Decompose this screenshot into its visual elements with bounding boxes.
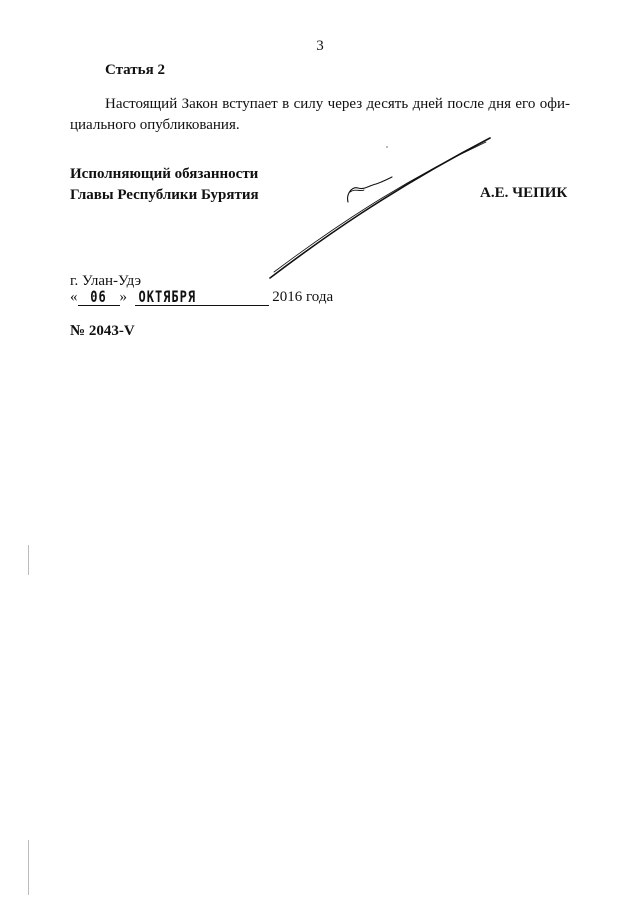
scan-speck	[28, 840, 29, 895]
document-number: № 2043-V	[70, 323, 135, 339]
signatory-title-line-1: Исполняющий обязанности	[70, 166, 259, 182]
signatory-name: А.Е. ЧЕПИК	[480, 185, 568, 201]
paragraph-line-1: Настоящий Закон вступает в силу через десять дней после дня его офи-	[105, 96, 570, 112]
handwritten-signature	[260, 130, 500, 285]
signature-stroke-hook	[350, 190, 364, 192]
date-month: ОКТЯБРЯ	[138, 287, 197, 306]
place: г. Улан-Удэ	[70, 273, 142, 289]
scan-speck	[28, 545, 29, 575]
date-day: 06	[90, 287, 107, 306]
paragraph-line-2: циального опубликования.	[70, 117, 240, 133]
date-close-quote: »	[119, 289, 127, 305]
date-day-field	[78, 287, 120, 306]
date-year: 2016 года	[272, 289, 334, 305]
article-title: Статья 2	[105, 62, 165, 78]
page-number: 3	[316, 38, 324, 54]
signature-stroke-main	[270, 138, 490, 278]
scan-speck	[386, 146, 388, 148]
signatory-title	[70, 164, 259, 206]
date-line	[70, 289, 333, 306]
signatory-title-line-2: Главы Республики Бурятия	[70, 187, 259, 203]
date-month-field	[135, 287, 269, 306]
date-open-quote: «	[70, 289, 78, 305]
